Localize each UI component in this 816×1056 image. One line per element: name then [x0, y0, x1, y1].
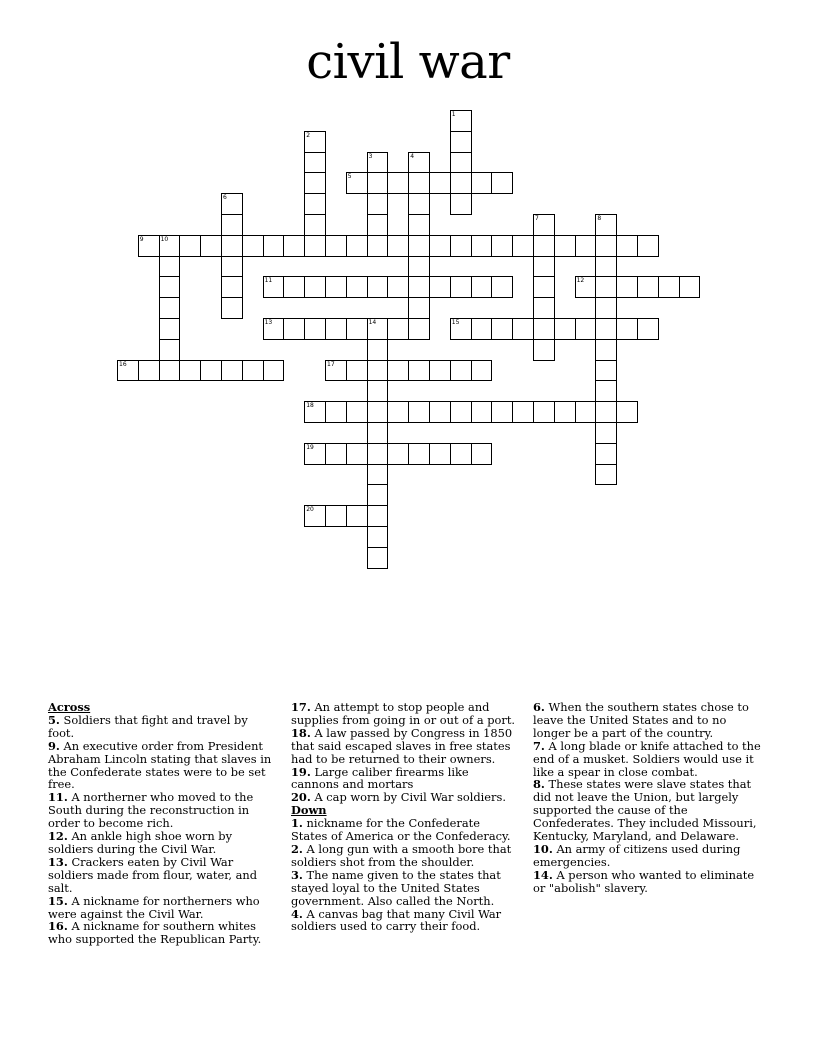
grid-cell[interactable] — [450, 152, 472, 174]
grid-cell[interactable] — [408, 297, 430, 319]
grid-cell[interactable] — [408, 360, 430, 382]
grid-cell[interactable] — [429, 172, 451, 194]
grid-cell[interactable] — [512, 235, 534, 257]
grid-cell[interactable] — [491, 172, 513, 194]
across-clue: 17. An attempt to stop people and supplies from going in or out of a port. — [291, 700, 516, 727]
across-clue: 18. A law passed by Congress in 1850 that said escaped slaves in free states had to be returned to their owners. — [291, 725, 513, 766]
across-clue: 9. An executive order from President Abraham Lincoln stating that slaves in the Confederate states were to be set free. — [48, 738, 272, 792]
grid-cell[interactable] — [595, 380, 617, 402]
grid-cell[interactable] — [429, 401, 451, 423]
grid-cell[interactable] — [450, 276, 472, 298]
grid-cell[interactable] — [595, 276, 617, 298]
grid-cell[interactable] — [408, 235, 430, 257]
across-clue: 11. A northerner who moved to the South during the reconstruction in order to become rich. — [48, 790, 254, 831]
grid-cell[interactable] — [408, 193, 430, 215]
across-clue: 16. A nickname for southern whites who supported the Republican Party. — [48, 919, 262, 947]
grid-cell[interactable] — [159, 318, 181, 340]
grid-cell[interactable] — [117, 360, 139, 382]
grid-cell[interactable] — [595, 318, 617, 340]
grid-cell[interactable] — [346, 360, 368, 382]
grid-cell[interactable] — [221, 276, 243, 298]
clue-number: 18 — [306, 402, 314, 410]
down-clue: 7. A long blade or knife attached to the end of a musket. Soldiers would use it like a spear in close combat. — [533, 738, 761, 779]
grid-cell[interactable] — [179, 360, 201, 382]
clue-number: 19 — [306, 443, 314, 451]
grid-cell[interactable] — [595, 256, 617, 278]
across-heading: Across — [48, 700, 91, 714]
grid-cell[interactable] — [304, 152, 326, 174]
grid-cell[interactable] — [159, 256, 181, 278]
grid-cell[interactable] — [450, 131, 472, 153]
down-clue: 8. These states were slave states that did not leave the Union, but largely supported the cause of the Confederates. They included Missouri, Kentucky, Maryland, and Delaware. — [533, 777, 757, 844]
grid-cell[interactable] — [367, 318, 389, 340]
grid-cell[interactable] — [595, 443, 617, 465]
clue-column-2 — [291, 701, 519, 933]
grid-cell[interactable] — [367, 172, 389, 194]
grid-cell[interactable] — [512, 401, 534, 423]
clue-number: 20 — [306, 506, 314, 514]
grid-cell[interactable] — [533, 339, 555, 361]
grid-cell[interactable] — [242, 235, 264, 257]
grid-cell[interactable] — [221, 235, 243, 257]
down-clue: 14. A person who wanted to eliminate or "abolish" slavery. — [533, 867, 755, 895]
grid-cell[interactable] — [283, 318, 305, 340]
clue-number: 2 — [306, 131, 311, 139]
clue-number: 9 — [139, 235, 144, 243]
grid-cell[interactable] — [408, 172, 430, 194]
grid-cell[interactable] — [283, 276, 305, 298]
grid-cell[interactable] — [367, 276, 389, 298]
clue-column-1 — [48, 701, 276, 946]
grid-cell[interactable] — [595, 401, 617, 423]
grid-cell[interactable] — [200, 360, 222, 382]
down-clue: 1. nickname for the Confederate States of America or the Confederacy. — [291, 816, 511, 844]
grid-cell[interactable] — [533, 214, 555, 236]
grid-cell[interactable] — [471, 235, 493, 257]
puzzle-title: civil war — [306, 34, 510, 90]
clue-column-3 — [533, 701, 761, 895]
grid-cell[interactable] — [367, 152, 389, 174]
grid-cell[interactable] — [429, 360, 451, 382]
across-clue: 13. Crackers eaten by Civil War soldiers made from flour, water, and salt. — [48, 854, 258, 895]
across-clue: 19. Large caliber firearms like cannons and mortars — [291, 764, 469, 792]
grid-cell[interactable] — [387, 443, 409, 465]
grid-cell[interactable] — [346, 505, 368, 527]
grid-cell[interactable] — [221, 193, 243, 215]
grid-cell[interactable] — [159, 235, 181, 257]
grid-cell[interactable] — [616, 235, 638, 257]
grid-cell[interactable] — [450, 193, 472, 215]
grid-cell[interactable] — [367, 464, 389, 486]
grid-cell[interactable] — [346, 318, 368, 340]
down-clue: 6. When the southern states chose to leave the United States and to no longer be a part of the country. — [533, 700, 749, 740]
grid-cell[interactable] — [304, 235, 326, 257]
grid-cell[interactable] — [450, 401, 472, 423]
grid-cell[interactable] — [242, 360, 264, 382]
grid-cell[interactable] — [471, 318, 493, 340]
grid-cell[interactable] — [658, 276, 680, 298]
grid-cell[interactable] — [595, 297, 617, 319]
grid-cell[interactable] — [367, 422, 389, 444]
grid-cell[interactable] — [616, 401, 638, 423]
clue-number: 5 — [347, 173, 352, 181]
grid-cell[interactable] — [450, 443, 472, 465]
grid-cell[interactable] — [159, 297, 181, 319]
grid-cell[interactable] — [533, 256, 555, 278]
clue-number: 1 — [451, 111, 456, 118]
grid-cell[interactable] — [387, 172, 409, 194]
across-clue: 20. A cap worn by Civil War soldiers. — [291, 790, 506, 805]
grid-cell[interactable] — [346, 276, 368, 298]
clue-number: 7 — [535, 215, 539, 222]
grid-cell[interactable] — [221, 256, 243, 278]
grid-cell[interactable] — [408, 401, 430, 423]
grid-cell[interactable] — [408, 214, 430, 236]
grid-cell[interactable] — [471, 401, 493, 423]
clue-number: 11 — [264, 277, 273, 285]
grid-cell[interactable] — [263, 235, 285, 257]
down-clue: 3. The name given to the states that stayed loyal to the United States government. Also called the North. — [291, 867, 501, 908]
grid-cell[interactable] — [325, 318, 347, 340]
clue-number: 6 — [223, 194, 227, 202]
grid-cell[interactable] — [159, 276, 181, 298]
grid-cell[interactable] — [595, 339, 617, 361]
grid-cell[interactable] — [325, 401, 347, 423]
grid-cell[interactable] — [637, 318, 659, 340]
grid-cell[interactable] — [575, 401, 597, 423]
grid-cell[interactable] — [471, 360, 493, 382]
across-clue: 12. An ankle high shoe worn by soldiers during the Civil War. — [48, 829, 233, 856]
grid-cell[interactable] — [304, 276, 326, 298]
down-clue: 10. An army of citizens used during emergencies. — [533, 841, 741, 869]
grid-cell[interactable] — [367, 380, 389, 402]
grid-cell[interactable] — [346, 235, 368, 257]
grid-cell[interactable] — [367, 193, 389, 215]
grid-cell[interactable] — [387, 360, 409, 382]
grid-cell[interactable] — [221, 297, 243, 319]
clue-number: 3 — [368, 152, 373, 160]
clue-number: 8 — [597, 215, 602, 222]
grid-cell[interactable] — [367, 360, 389, 382]
grid-cell[interactable] — [450, 235, 472, 257]
grid-cell[interactable] — [325, 235, 347, 257]
grid-cell[interactable] — [367, 484, 389, 506]
grid-cell[interactable] — [304, 318, 326, 340]
grid-cell[interactable] — [387, 235, 409, 257]
clue-number: 15 — [451, 319, 460, 326]
grid-cell[interactable] — [554, 235, 576, 257]
grid-cell[interactable] — [159, 339, 181, 361]
down-heading: Down — [291, 803, 327, 818]
grid-cell[interactable] — [304, 214, 326, 236]
grid-cell[interactable] — [304, 193, 326, 215]
grid-cell[interactable] — [533, 401, 555, 423]
clue-number: 14 — [368, 319, 377, 326]
grid-cell[interactable] — [408, 152, 430, 174]
grid-cell[interactable] — [200, 235, 222, 257]
grid-cell[interactable] — [138, 235, 160, 257]
grid-cell[interactable] — [263, 276, 285, 298]
grid-cell[interactable] — [595, 360, 617, 382]
clue-number: 10 — [160, 235, 169, 243]
grid-cell[interactable] — [304, 172, 326, 194]
grid-cell[interactable] — [408, 318, 430, 340]
grid-cell[interactable] — [616, 276, 638, 298]
grid-cell[interactable] — [616, 318, 638, 340]
grid-cell[interactable] — [637, 276, 659, 298]
grid-cell[interactable] — [408, 276, 430, 298]
grid-cell[interactable] — [554, 318, 576, 340]
grid-cell[interactable] — [408, 443, 430, 465]
grid-cell[interactable] — [325, 443, 347, 465]
clue-number: 4 — [410, 152, 415, 160]
clue-number: 12 — [576, 277, 585, 285]
grid-cell[interactable] — [450, 172, 472, 194]
grid-cell[interactable] — [491, 318, 513, 340]
clue-number: 13 — [264, 319, 273, 326]
grid-cell[interactable] — [533, 297, 555, 319]
grid-cell[interactable] — [346, 443, 368, 465]
grid-cell[interactable] — [491, 276, 513, 298]
grid-cell[interactable] — [221, 214, 243, 236]
grid-cell[interactable] — [450, 360, 472, 382]
clue-number: 16 — [119, 360, 127, 368]
grid-cell[interactable] — [533, 276, 555, 298]
grid-cell[interactable] — [554, 401, 576, 423]
grid-cell[interactable] — [367, 339, 389, 361]
grid-cell[interactable] — [575, 235, 597, 257]
grid-cell[interactable] — [304, 131, 326, 153]
grid-cell[interactable] — [450, 318, 472, 340]
grid-cell[interactable] — [387, 318, 409, 340]
down-clue: 4. A canvas bag that many Civil War soldiers used to carry their food. — [291, 906, 502, 934]
grid-cell[interactable] — [263, 360, 285, 382]
grid-cell[interactable] — [533, 318, 555, 340]
grid-cell[interactable] — [471, 276, 493, 298]
grid-cell[interactable] — [263, 318, 285, 340]
grid-cell[interactable] — [387, 276, 409, 298]
grid-cell[interactable] — [325, 276, 347, 298]
clue-number: 17 — [327, 360, 335, 368]
grid-cell[interactable] — [325, 505, 347, 527]
grid-cell[interactable] — [408, 256, 430, 278]
grid-cell[interactable] — [304, 443, 326, 465]
grid-cell[interactable] — [179, 235, 201, 257]
grid-cell[interactable] — [283, 235, 305, 257]
across-clue: 15. A nickname for northerners who were against the Civil War. — [48, 893, 260, 921]
grid-cell[interactable] — [304, 505, 326, 527]
grid-cell[interactable] — [637, 235, 659, 257]
grid-cell[interactable] — [512, 318, 534, 340]
grid-cell[interactable] — [367, 214, 389, 236]
grid-cell[interactable] — [429, 235, 451, 257]
grid-cell[interactable] — [159, 360, 181, 382]
grid-cell[interactable] — [471, 172, 493, 194]
grid-cell[interactable] — [471, 443, 493, 465]
grid-cell[interactable] — [491, 235, 513, 257]
grid-cell[interactable] — [595, 214, 617, 236]
grid-cell[interactable] — [533, 235, 555, 257]
grid-cell[interactable] — [450, 110, 472, 132]
grid-cell[interactable] — [429, 443, 451, 465]
grid-cell[interactable] — [367, 526, 389, 548]
grid-cell[interactable] — [367, 443, 389, 465]
grid-cell[interactable] — [138, 360, 160, 382]
grid-cell[interactable] — [575, 318, 597, 340]
grid-cell[interactable] — [346, 401, 368, 423]
grid-cell[interactable] — [304, 401, 326, 423]
grid-cell[interactable] — [367, 401, 389, 423]
grid-cell[interactable] — [429, 276, 451, 298]
grid-cell[interactable] — [325, 360, 347, 382]
grid-cell[interactable] — [367, 505, 389, 527]
grid-cell[interactable] — [367, 547, 389, 569]
grid-cell[interactable] — [367, 235, 389, 257]
grid-cell[interactable] — [595, 235, 617, 257]
grid-cell[interactable] — [575, 276, 597, 298]
grid-cell[interactable] — [595, 422, 617, 444]
grid-cell[interactable] — [491, 401, 513, 423]
grid-cell[interactable] — [387, 401, 409, 423]
grid-cell[interactable] — [346, 172, 368, 194]
down-clue: 2. A long gun with a smooth bore that soldiers shot from the shoulder. — [291, 841, 512, 869]
grid-cell[interactable] — [679, 276, 701, 298]
grid-cell[interactable] — [221, 360, 243, 382]
across-clue: 5. Soldiers that fight and travel by foot. — [48, 712, 248, 740]
grid-cell[interactable] — [595, 464, 617, 486]
